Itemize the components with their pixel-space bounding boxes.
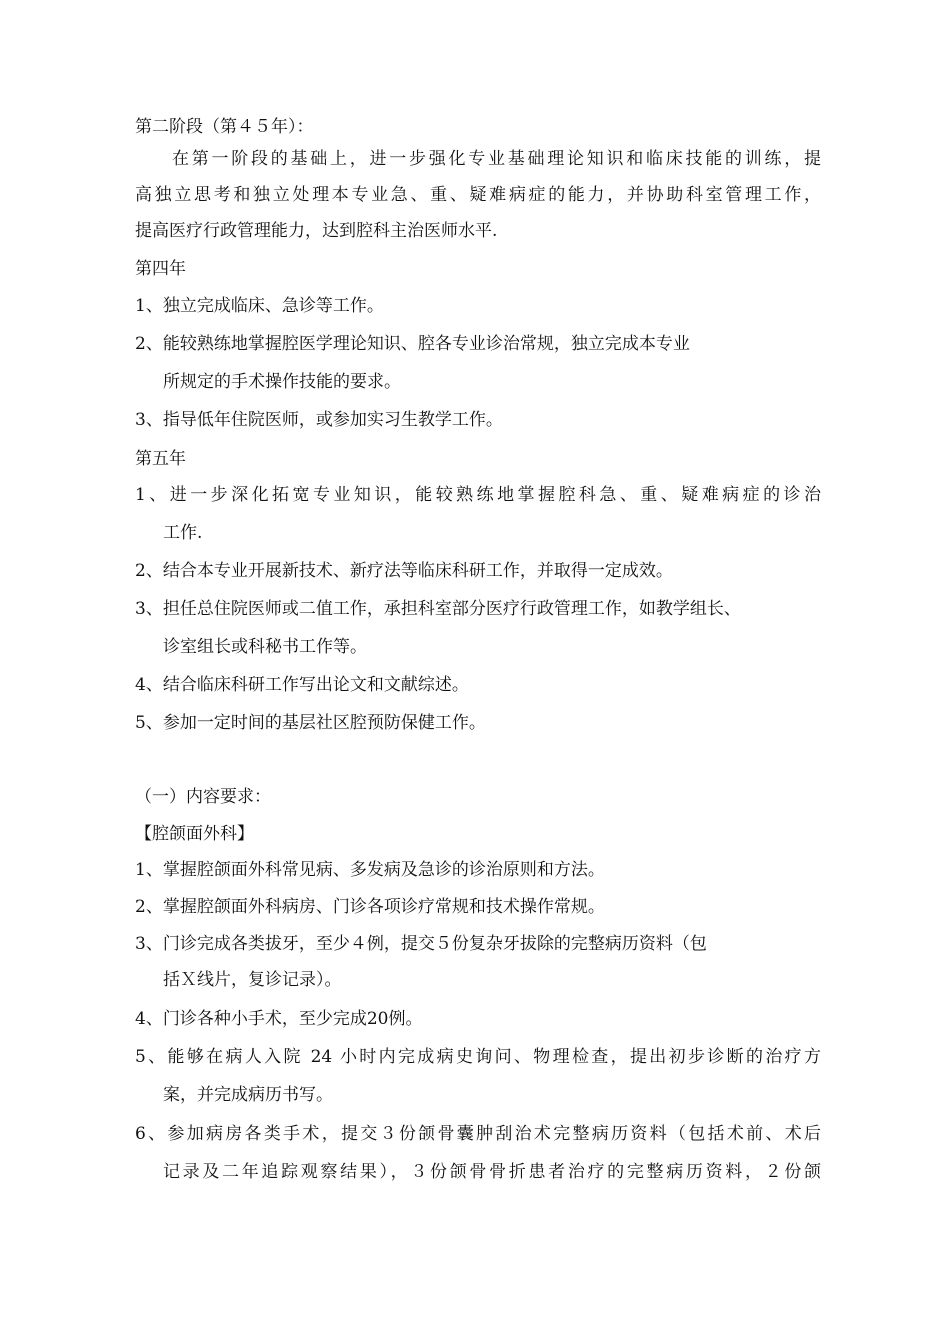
stage2-para-line-1: 在第一阶段的基础上，进一步强化专业基础理论知识和临床技能的训练，提 xyxy=(172,149,821,169)
oms-item-5-cont: 案，并完成病历书写。 xyxy=(163,1085,333,1105)
content-heading: （一）内容要求： xyxy=(135,787,271,807)
year5-item-1-cont: 工作. xyxy=(163,523,203,543)
oms-item-4: 4、门诊各种小手术，至少完成20例。 xyxy=(135,1009,423,1029)
section-title: 【腔颌面外科】 xyxy=(135,824,254,844)
oms-item-6: 6、参加病房各类手术，提交３份颌骨囊肿刮治术完整病历资料（包括术前、术后 xyxy=(135,1124,821,1144)
year5-item-1: 1、进一步深化拓宽专业知识，能较熟练地掌握腔科急、重、疑难病症的诊治 xyxy=(135,485,821,505)
oms-item-6-cont: 记录及二年追踪观察结果），３份颌骨骨折患者治疗的完整病历资料，２份颌 xyxy=(163,1162,821,1182)
year5-item-4: 4、结合临床科研工作写出论文和文献综述。 xyxy=(135,675,469,695)
oms-item-2: 2、掌握腔颌面外科病房、门诊各项诊疗常规和技术操作常规。 xyxy=(135,897,605,917)
year4-item-3: 3、指导低年住院医师，或参加实习生教学工作。 xyxy=(135,410,503,430)
oms-item-1: 1、掌握腔颌面外科常见病、多发病及急诊的诊治原则和方法。 xyxy=(135,860,605,880)
year4-heading: 第四年 xyxy=(135,259,186,279)
year4-item-2-cont: 所规定的手术操作技能的要求。 xyxy=(163,372,401,392)
year5-item-3: 3、担任总住院医师或二值工作，承担科室部分医疗行政管理工作，如教学组长、 xyxy=(135,599,741,619)
stage2-heading: 第二阶段（第４５年）： xyxy=(135,117,314,137)
oms-item-3-cont: 括Ｘ线片，复诊记录）。 xyxy=(163,970,342,990)
year4-item-2: 2、能较熟练地掌握腔医学理论知识、腔各专业诊治常规，独立完成本专业 xyxy=(135,334,690,354)
oms-item-5: 5、能够在病人入院 24 小时内完成病史询问、物理检查，提出初步诊断的治疗方 xyxy=(135,1047,821,1067)
year4-item-1: 1、独立完成临床、急诊等工作。 xyxy=(135,296,384,316)
year5-item-3-cont: 诊室组长或科秘书工作等。 xyxy=(163,637,367,657)
stage2-para-line-3: 提高医疗行政管理能力，达到腔科主治医师水平. xyxy=(135,221,498,241)
year5-item-5: 5、参加一定时间的基层社区腔预防保健工作。 xyxy=(135,713,486,733)
year5-item-2: 2、结合本专业开展新技术、新疗法等临床科研工作，并取得一定成效。 xyxy=(135,561,673,581)
stage2-para-line-2: 高独立思考和独立处理本专业急、重、疑难病症的能力，并协助科室管理工作， xyxy=(135,185,821,205)
oms-item-3: 3、门诊完成各类拔牙，至少４例，提交５份复杂牙拔除的完整病历资料（包 xyxy=(135,934,707,954)
year5-heading: 第五年 xyxy=(135,449,186,469)
